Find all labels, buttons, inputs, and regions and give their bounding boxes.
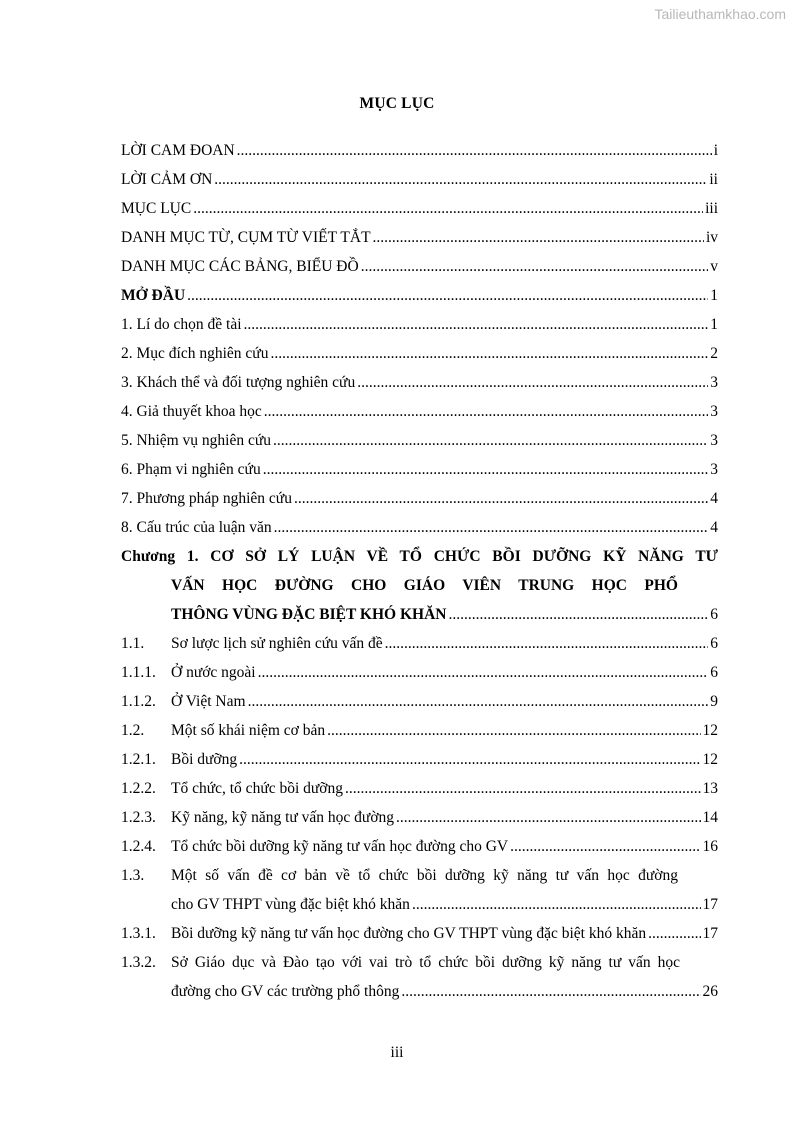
toc-entry-page: 13 <box>702 780 718 797</box>
dot-leader <box>373 223 704 252</box>
toc-section[interactable] <box>121 658 718 687</box>
toc-entry-page: 4 <box>710 519 718 536</box>
section-label: Ở nước ngoài <box>171 664 256 681</box>
toc-entry-page: 1 <box>710 287 718 304</box>
dot-leader <box>401 977 700 1006</box>
page-number: iii <box>390 1044 404 1061</box>
dot-leader <box>274 513 709 542</box>
section-label: Tổ chức, tổ chức bồi dưỡng <box>171 780 343 797</box>
toc-entry-page: 16 <box>702 838 718 855</box>
dot-leader <box>361 252 709 281</box>
toc-entry-label: LỜI CAM ĐOAN <box>121 142 235 159</box>
toc-entry[interactable] <box>121 368 718 397</box>
watermark: Tailieuthamkhao.com <box>654 6 786 22</box>
section-number: 1.2.3. <box>121 809 156 826</box>
section-label: Một số khái niệm cơ bản <box>171 722 326 739</box>
toc-entry[interactable] <box>121 252 718 281</box>
toc-entry-page: 3 <box>710 461 718 478</box>
toc-section-1-3[interactable] <box>121 861 718 919</box>
section-label: Bồi dưỡng <box>171 751 238 768</box>
dot-leader <box>263 455 709 484</box>
dot-leader <box>327 716 700 745</box>
toc-entry-label: 4. Giả thuyết khoa học <box>121 403 262 420</box>
page-title: MỤC LỤC <box>359 95 435 112</box>
toc-section-1-3-2[interactable] <box>121 948 718 1006</box>
toc-entry-page: 3 <box>710 432 718 449</box>
dot-leader <box>239 745 700 774</box>
toc-entry-page: 17 <box>702 896 718 913</box>
dot-leader <box>273 426 708 455</box>
toc-section[interactable] <box>121 687 718 716</box>
toc-entry-label: 8. Cấu trúc của luận văn <box>121 519 272 536</box>
dot-leader <box>214 165 707 194</box>
section-label: Sơ lược lịch sử nghiên cứu vấn đề <box>171 635 383 652</box>
toc-entry[interactable] <box>121 281 718 310</box>
dot-leader <box>248 687 709 716</box>
toc-entry-page: v <box>710 258 718 275</box>
toc-section[interactable] <box>121 745 718 774</box>
dot-leader <box>357 368 708 397</box>
toc-entry-label: DANH MỤC CÁC BẢNG, BIỂU ĐỒ <box>121 258 359 275</box>
section-number: 1.1.2. <box>121 693 156 710</box>
toc-entry-page: 6 <box>710 606 718 623</box>
chapter-1-line-2: VẤN HỌC ĐƯỜNG CHO GIÁO VIÊN TRUNG HỌC PHỔ <box>171 577 678 594</box>
dot-leader <box>187 281 708 310</box>
toc-entry-page: 3 <box>710 403 718 420</box>
toc-entry-page: i <box>713 142 718 159</box>
dot-leader <box>244 310 709 339</box>
section-number: 1.3.2. <box>121 954 156 971</box>
toc-entry-page: 17 <box>702 925 718 942</box>
toc-entry[interactable] <box>121 513 718 542</box>
section-label: Kỹ năng, kỹ năng tư vấn học đường <box>171 809 395 826</box>
toc-entry-page: 12 <box>702 722 718 739</box>
toc-section[interactable] <box>121 803 718 832</box>
toc-section[interactable] <box>121 832 718 861</box>
section-label-continued: cho GV THPT vùng đặc biệt khó khăn <box>171 896 410 913</box>
section-number: 1.3. <box>121 867 145 884</box>
toc-entry-page: 6 <box>710 664 718 681</box>
toc-section[interactable] <box>121 774 718 803</box>
toc-entry-page: iv <box>705 229 718 246</box>
chapter-1-line-3: THÔNG VÙNG ĐẶC BIỆT KHÓ KHĂN <box>171 606 447 623</box>
toc-entry[interactable] <box>121 455 718 484</box>
dot-leader <box>648 919 700 948</box>
section-label: Sở Giáo dục và Đào tạo với vai trò tổ chức bồi dưỡng kỹ năng tư vấn học <box>171 954 680 971</box>
dot-leader <box>294 484 708 513</box>
table-of-contents <box>121 136 718 1006</box>
section-number: 1.3.1. <box>121 925 156 942</box>
dot-leader <box>510 832 700 861</box>
toc-entry[interactable] <box>121 339 718 368</box>
section-label: Tổ chức bồi dưỡng kỹ năng tư vấn học đường cho GV <box>171 838 509 855</box>
dot-leader <box>258 658 709 687</box>
dot-leader <box>396 803 700 832</box>
toc-entry[interactable] <box>121 426 718 455</box>
section-number: 1.1. <box>121 635 145 652</box>
section-number: 1.2.1. <box>121 751 156 768</box>
toc-section[interactable] <box>121 629 718 658</box>
dot-leader <box>237 136 712 165</box>
dot-leader <box>448 600 708 629</box>
dot-leader <box>270 339 708 368</box>
toc-entry-page: iii <box>705 200 718 217</box>
toc-entry-label: 2. Mục đích nghiên cứu <box>121 345 269 362</box>
dot-leader <box>345 774 701 803</box>
toc-entry-page: 9 <box>710 693 718 710</box>
toc-chapter-1[interactable] <box>121 542 718 629</box>
toc-entry[interactable] <box>121 310 718 339</box>
toc-entry-label: 6. Phạm vi nghiên cứu <box>121 461 261 478</box>
dot-leader <box>193 194 703 223</box>
toc-entry[interactable] <box>121 165 718 194</box>
toc-entry-label: 7. Phương pháp nghiên cứu <box>121 490 292 507</box>
section-label: Bồi dưỡng kỹ năng tư vấn học đường cho GV THPT vùng đặc biệt khó khăn <box>171 925 647 942</box>
dot-leader <box>264 397 708 426</box>
section-number: 1.1.1. <box>121 664 156 681</box>
toc-entry-page: 3 <box>710 374 718 391</box>
section-label-continued: đường cho GV các trường phổ thông <box>171 983 400 1000</box>
toc-entry-page: 26 <box>702 983 718 1000</box>
toc-entry-label: 3. Khách thể và đối tượng nghiên cứu <box>121 374 356 391</box>
toc-entry-label: 5. Nhiệm vụ nghiên cứu <box>121 432 272 449</box>
toc-entry-page: 14 <box>702 809 718 826</box>
toc-entry-label: 1. Lí do chọn đề tài <box>121 316 242 333</box>
toc-entry[interactable] <box>121 136 718 165</box>
toc-entry-label: LỜI CẢM ƠN <box>121 171 213 188</box>
toc-entry-label: MỞ ĐẦU <box>121 287 186 304</box>
toc-entry-page: 4 <box>710 490 718 507</box>
section-number: 1.2.2. <box>121 780 156 797</box>
toc-entry[interactable] <box>121 397 718 426</box>
section-label: Một số vấn đề cơ bản về tổ chức bồi dưỡng kỹ năng tư vấn học đường <box>171 867 678 884</box>
toc-section[interactable] <box>121 716 718 745</box>
toc-entry[interactable] <box>121 484 718 513</box>
dot-leader <box>412 890 701 919</box>
toc-entry-label: DANH MỤC TỪ, CỤM TỪ VIẾT TẮT <box>121 229 371 246</box>
toc-entry-page: 6 <box>710 635 718 652</box>
toc-section[interactable] <box>121 919 718 948</box>
dot-leader <box>385 629 709 658</box>
toc-entry[interactable] <box>121 223 718 252</box>
toc-entry-page: 1 <box>710 316 718 333</box>
section-number: 1.2. <box>121 722 145 739</box>
toc-entry-page: ii <box>709 171 718 188</box>
section-label: Ở Việt Nam <box>171 693 246 710</box>
toc-entry[interactable] <box>121 194 718 223</box>
toc-entry-page: 12 <box>702 751 718 768</box>
toc-entry-page: 2 <box>710 345 718 362</box>
toc-entry-label: MỤC LỤC <box>121 200 192 217</box>
section-number: 1.2.4. <box>121 838 156 855</box>
chapter-1-line-1: Chương 1. CƠ SỞ LÝ LUẬN VỀ TỔ CHỨC BỒI DƯỠNG KỸ NĂNG TƯ <box>121 548 718 565</box>
